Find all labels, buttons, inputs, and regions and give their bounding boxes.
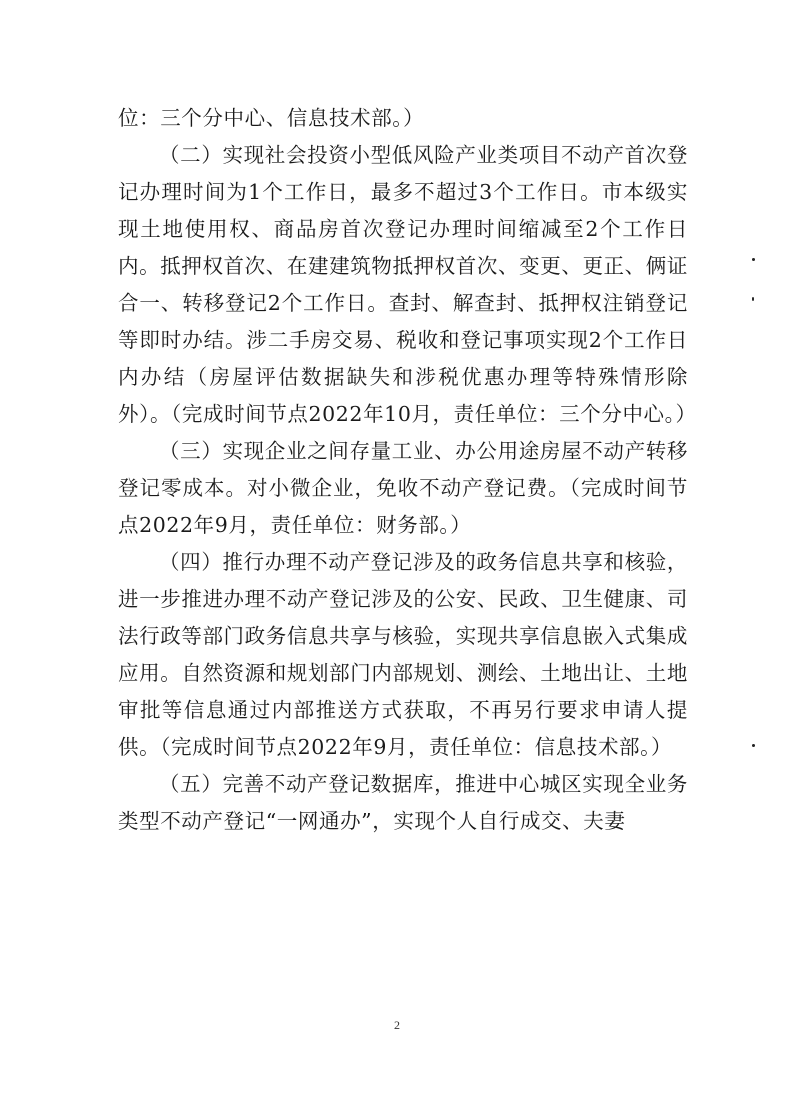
scan-speck bbox=[752, 744, 755, 747]
paragraph-continuation: 位：三个分中心、信息技术部。） bbox=[118, 106, 425, 130]
paragraph-item-5: （五）完善不动产登记数据库，推进中心城区实现全业务类型不动产登记“一网通办”，实现个人自行成交、夫妻 bbox=[118, 772, 688, 833]
page-number: 2 bbox=[394, 1018, 400, 1032]
scan-speck bbox=[752, 258, 755, 261]
paragraph-item-4: （四）推行办理不动产登记涉及的政务信息共享和核验，进一步推进办理不动产登记涉及的公安、民政、卫生健康、司法行政等部门政务信息共享与核验，实现共享信息嵌入式集成应用。自然资源和规划部门内部规划、测绘、土地出让、土地审批等信息通过内部推送方式获取，不再另行要求申请人提供。（完成时间节点2022年9月，责任单位：信息技术部。） bbox=[118, 550, 688, 759]
paragraph-item-2: （二）实现社会投资小型低风险产业类项目不动产首次登记办理时间为1个工作日，最多不超过3个工作日。市本级实现土地使用权、商品房首次登记办理时间缩减至2个工作日内。抵押权首次、在建建筑物抵押权首次、变更、更正、俩证合一、转移登记2个工作日。查封、解查封、抵押权注销登记等即时办结。涉二手房交易、税收和登记事项实现2个工作日内办结（房屋评估数据缺失和涉税优惠办理等特殊情形除外）。（完成时间节点2022年10月，责任单位：三个分中心。） bbox=[118, 143, 697, 426]
paragraph-item-3: （三）实现企业之间存量工业、办公用途房屋不动产转移登记零成本。对小微企业，免收不动产登记费。（完成时间节点2022年9月，责任单位：财务部。） bbox=[118, 439, 688, 537]
scan-speck bbox=[752, 297, 754, 301]
document-body bbox=[118, 100, 697, 840]
